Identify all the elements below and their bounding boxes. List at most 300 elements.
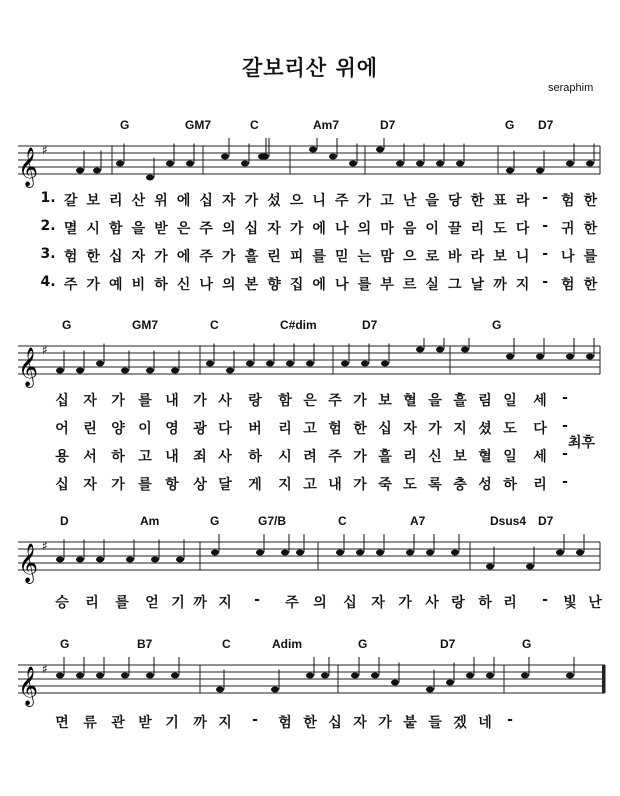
lyric-syllable: 험 — [561, 193, 575, 209]
lyric-line-2 — [0, 218, 620, 240]
lyric-syllable: 리 — [533, 477, 547, 493]
chord-symbol: A7 — [410, 514, 426, 528]
note-head — [76, 673, 84, 679]
chord-symbol: D7 — [362, 318, 378, 332]
lyric-syllable: 달 — [218, 477, 232, 493]
lyric-syllable: 의 — [313, 595, 327, 611]
lyric-syllable: 흘 — [244, 249, 259, 265]
lyric-syllable: 자 — [83, 393, 97, 409]
lyric-syllable: 시 — [278, 449, 292, 465]
note-head — [306, 673, 314, 679]
chord-symbol: G — [120, 118, 130, 132]
lyric-syllable: 충 — [453, 477, 467, 493]
note-head — [96, 673, 104, 679]
note-head — [256, 550, 264, 556]
lyric-syllable: 고 — [303, 421, 317, 437]
lyric-syllable: 지 — [218, 715, 232, 731]
note-head — [486, 564, 494, 570]
note-head — [336, 550, 344, 556]
lyric-syllable: 실 — [425, 277, 439, 293]
key-signature-sharp-icon: ♯ — [42, 539, 48, 553]
lyric-syllable: 광 — [193, 421, 207, 437]
lyric-syllable: 을 — [425, 193, 439, 209]
lyric-syllable: 림 — [478, 393, 492, 409]
lyric-line-3 — [0, 446, 620, 468]
lyric-syllable: 버 — [248, 421, 262, 437]
chord-symbol: B7 — [137, 637, 153, 651]
lyric-syllable: 지 — [218, 595, 232, 611]
note-head — [56, 673, 64, 679]
chord-symbol: D7 — [380, 118, 396, 132]
note-head — [416, 161, 424, 167]
lyric-syllable: 붙 — [403, 715, 417, 731]
note-head — [341, 361, 349, 367]
lyric-syllable: 십 — [244, 221, 259, 237]
note-head — [436, 161, 444, 167]
note-head — [76, 557, 84, 563]
lyric-syllable: 린 — [267, 249, 281, 265]
lyric-syllable: 자 — [353, 715, 367, 731]
lyric-syllable: 십 — [328, 715, 342, 731]
chord-symbol: G — [505, 118, 515, 132]
lyric-syllable: 자 — [131, 249, 146, 265]
lyric-syllable: 류 — [83, 715, 97, 731]
note-head — [246, 361, 254, 367]
note-head — [406, 550, 414, 556]
lyric-syllable: 십 — [55, 393, 69, 409]
lyric-syllable: 한 — [86, 249, 100, 265]
chord-symbol: GM7 — [132, 318, 159, 332]
note-head — [396, 161, 404, 167]
lyric-syllable: 위 — [154, 193, 168, 209]
chord-symbol: G — [492, 318, 502, 332]
key-signature-sharp-icon: ♯ — [42, 343, 48, 357]
lyric-syllable: 주 — [335, 193, 349, 209]
lyric-syllable: - — [562, 446, 568, 462]
lyric-syllable: 십 — [378, 421, 392, 437]
chord-symbol: C — [210, 318, 219, 332]
lyric-syllable: 가 — [378, 715, 392, 731]
note-head — [56, 557, 64, 563]
lyric-syllable: 갈 — [63, 193, 78, 209]
lyric-syllable: 도 — [403, 477, 417, 493]
lyric-syllable: 십 — [199, 193, 213, 209]
note-head — [93, 168, 101, 174]
chord-symbol: G — [210, 514, 220, 528]
note-head — [121, 368, 129, 374]
lyric-syllable: 죽 — [378, 477, 392, 493]
note-head — [151, 557, 159, 563]
lyric-syllable: 니 — [312, 193, 326, 209]
lyric-syllable: 한 — [583, 221, 598, 237]
note-head — [96, 361, 104, 367]
lyric-syllable: 바 — [448, 249, 462, 265]
lyric-syllable: 난 — [402, 193, 417, 209]
note-head — [536, 168, 544, 174]
lyric-syllable: 산 — [131, 193, 146, 209]
note-head — [586, 354, 594, 360]
lyric-syllable: 내 — [328, 477, 342, 493]
chord-symbol: C — [338, 514, 347, 528]
note-head — [526, 564, 534, 570]
lyric-syllable: 4. — [40, 274, 56, 290]
lyric-syllable: 고 — [303, 477, 317, 493]
lyric-syllable: 주 — [328, 449, 342, 465]
lyric-syllable: - — [252, 712, 258, 728]
chord-symbol: G — [60, 637, 70, 651]
note-head — [126, 557, 134, 563]
note-head — [306, 361, 314, 367]
lyric-syllable: 보 — [378, 393, 392, 409]
lyric-syllable: 이 — [138, 421, 152, 437]
note-head — [361, 361, 369, 367]
lyric-syllable: 라 — [470, 249, 485, 265]
note-head — [356, 550, 364, 556]
lyric-syllable: 나 — [561, 249, 575, 265]
lyric-syllable: 하 — [248, 449, 262, 465]
note-head — [166, 161, 174, 167]
music-staff — [0, 534, 620, 584]
lyric-syllable: 려 — [303, 449, 317, 465]
lyric-syllable: 하 — [503, 477, 517, 493]
lyric-syllable: 까 — [193, 715, 207, 731]
note-head — [381, 361, 389, 367]
lyric-syllable: - — [562, 390, 568, 406]
lyric-syllable: 에 — [176, 249, 191, 265]
lyric-syllable: 가 — [111, 477, 125, 493]
lyric-syllable: 받 — [154, 221, 168, 237]
lyric-syllable: 지 — [515, 277, 530, 293]
song-title: 갈보리산 위에 — [241, 56, 379, 80]
lyric-syllable: 나 — [335, 277, 349, 293]
side-lyric-label: 최후 — [568, 435, 596, 451]
note-head — [281, 550, 289, 556]
note-head — [286, 361, 294, 367]
lyric-syllable: 들 — [428, 715, 442, 731]
note-head — [171, 368, 179, 374]
lyric-syllable: 믿 — [335, 249, 349, 265]
note-head — [309, 147, 317, 153]
chord-symbol: C — [250, 118, 259, 132]
lyric-syllable: 하 — [154, 277, 168, 293]
lyric-syllable: 한 — [583, 277, 598, 293]
lyric-syllable: 날 — [470, 277, 485, 293]
lyric-syllable: 겠 — [453, 715, 467, 731]
lyric-syllable: 관 — [111, 715, 125, 731]
lyric-syllable: 의 — [222, 277, 236, 293]
chord-symbol: Dsus4 — [490, 514, 527, 528]
note-head — [506, 354, 514, 360]
lyric-syllable: 하 — [111, 449, 125, 465]
lyric-syllable: - — [542, 246, 549, 262]
lyric-syllable: 예 — [109, 277, 123, 293]
lyric-syllable: 험 — [278, 715, 292, 731]
lyric-syllable: 세 — [533, 393, 547, 409]
lyric-syllable: 맘 — [380, 249, 394, 265]
lyric-syllable: 네 — [478, 715, 492, 731]
lyric-syllable: 1. — [40, 190, 56, 206]
note-head — [296, 550, 304, 556]
lyric-line-1 — [0, 190, 620, 212]
note-head — [121, 673, 129, 679]
lyric-syllable: 주 — [328, 393, 342, 409]
lyric-syllable: 사 — [218, 393, 232, 409]
note-head — [96, 557, 104, 563]
chord-symbol: C#dim — [280, 318, 317, 332]
note-head — [566, 354, 574, 360]
chord-symbol: D7 — [440, 637, 456, 651]
lyric-syllable: - — [542, 190, 549, 206]
lyric-syllable: 가 — [353, 393, 367, 409]
note-head — [146, 673, 154, 679]
composer-name: seraphim — [548, 82, 594, 94]
lyric-syllable: 빛 — [563, 595, 577, 611]
lyric-syllable: 가 — [428, 421, 442, 437]
lyric-syllable: 까 — [493, 277, 507, 293]
note-head — [146, 175, 154, 181]
note-head — [576, 550, 584, 556]
lyric-syllable: 까 — [193, 595, 207, 611]
lyric-syllable: 주 — [63, 277, 78, 293]
lyric-syllable: 가 — [353, 449, 367, 465]
lyric-syllable: 부 — [380, 277, 394, 293]
lyric-syllable: 으 — [289, 193, 304, 209]
lyric-syllable: 한 — [470, 193, 485, 209]
chord-symbol: G — [522, 637, 532, 651]
lyric-syllable: 서 — [83, 449, 97, 465]
treble-clef-icon: 𝄞 — [18, 543, 39, 583]
lyric-syllable: 셨 — [478, 421, 492, 437]
lyric-syllable: 영 — [165, 421, 179, 437]
note-head — [486, 673, 494, 679]
treble-clef-icon: 𝄞 — [18, 147, 39, 187]
note-head — [456, 161, 464, 167]
lyric-syllable: 다 — [515, 221, 530, 237]
lyric-syllable: 사 — [425, 595, 439, 611]
lyric-syllable: 기 — [171, 595, 185, 611]
lyric-syllable: 리 — [278, 421, 292, 437]
lyric-syllable: 십 — [343, 595, 357, 611]
lyric-syllable: 에 — [312, 221, 326, 237]
lyric-syllable: 를 — [312, 249, 326, 265]
note-head — [436, 347, 444, 353]
lyric-syllable: 를 — [138, 393, 152, 409]
lyric-syllable: 은 — [176, 221, 191, 237]
note-head — [241, 161, 249, 167]
lyric-syllable: 을 — [131, 221, 146, 237]
note-head — [461, 347, 469, 353]
music-staff — [0, 657, 620, 707]
note-head — [536, 354, 544, 360]
lyric-syllable: 에 — [312, 277, 326, 293]
lyric-syllable: 를 — [583, 249, 598, 265]
note-head — [566, 673, 574, 679]
lyric-syllable: 리 — [503, 595, 517, 611]
lyric-syllable: 다 — [533, 421, 547, 437]
note-head — [176, 557, 184, 563]
lyric-syllable: 은 — [303, 393, 317, 409]
lyric-syllable: 보 — [453, 449, 467, 465]
lyric-syllable: - — [562, 474, 568, 490]
note-head — [221, 154, 229, 160]
lyric-syllable: 얻 — [145, 595, 159, 611]
note-head — [446, 680, 454, 686]
note-head — [56, 368, 64, 374]
lyric-syllable: 성 — [478, 477, 492, 493]
lyric-syllable: 본 — [244, 277, 259, 293]
lyric-line-3 — [0, 246, 620, 268]
note-head — [186, 161, 194, 167]
chord-symbol: G7/B — [258, 514, 287, 528]
note-head — [426, 550, 434, 556]
note-head — [556, 550, 564, 556]
lyric-syllable: 가 — [193, 393, 207, 409]
lyric-syllable: 주 — [199, 249, 213, 265]
lyric-syllable: 가 — [86, 277, 100, 293]
lyric-syllable: 험 — [63, 249, 78, 265]
lyric-syllable: 나 — [199, 277, 213, 293]
note-head — [466, 673, 474, 679]
note-head — [376, 147, 384, 153]
lyric-syllable: 양 — [111, 421, 125, 437]
note-head — [426, 687, 434, 693]
lyric-syllable: 혈 — [403, 393, 417, 409]
lyric-syllable: 멸 — [63, 221, 78, 237]
note-head — [521, 673, 529, 679]
lyric-syllable: 험 — [328, 421, 342, 437]
note-head — [226, 368, 234, 374]
final-bar-line — [602, 665, 605, 693]
lyric-syllable: 에 — [176, 193, 191, 209]
lyric-syllable: 리 — [85, 595, 99, 611]
lyric-syllable: 를 — [115, 595, 129, 611]
lyric-syllable: 그 — [448, 277, 462, 293]
lyric-syllable: 리 — [109, 193, 123, 209]
lyric-syllable: 주 — [285, 595, 299, 611]
note-head — [391, 680, 399, 686]
lyric-syllable: - — [562, 418, 568, 434]
lyric-syllable: 리 — [403, 449, 417, 465]
note-head — [211, 550, 219, 556]
lyric-syllable: 랑 — [248, 393, 262, 409]
lyric-syllable: 시 — [86, 221, 100, 237]
lyric-syllable: 항 — [165, 477, 179, 493]
lyric-syllable: 자 — [403, 421, 417, 437]
chord-symbol: D — [60, 514, 69, 528]
treble-clef-icon: 𝄞 — [18, 347, 39, 387]
lyric-syllable: 가 — [357, 193, 372, 209]
lyric-syllable: 승 — [55, 595, 69, 611]
lyric-syllable: 어 — [55, 421, 69, 437]
lyric-line-4 — [0, 274, 620, 296]
lyric-syllable: 보 — [493, 249, 507, 265]
note-head — [171, 673, 179, 679]
lyric-syllable: 록 — [428, 477, 442, 493]
lyric-syllable: - — [542, 274, 549, 290]
lyric-syllable: 십 — [109, 249, 123, 265]
chord-symbol: C — [222, 637, 231, 651]
chord-symbol: D7 — [538, 514, 554, 528]
lyric-syllable: 한 — [353, 421, 367, 437]
note-head — [321, 673, 329, 679]
lyric-syllable: 자 — [222, 193, 236, 209]
lyric-syllable: 는 — [357, 249, 372, 265]
lyric-syllable: 섰 — [267, 193, 281, 209]
note-head — [76, 168, 84, 174]
lyric-syllable: 음 — [402, 221, 417, 237]
chord-symbol: GM7 — [185, 118, 212, 132]
lyric-syllable: 랑 — [451, 595, 465, 611]
note-head — [271, 687, 279, 693]
lyric-syllable: 로 — [425, 249, 439, 265]
lyric-syllable: 고 — [138, 449, 152, 465]
lyric-syllable: 도 — [493, 221, 507, 237]
lyric-syllable: 혈 — [478, 449, 492, 465]
lyric-syllable: 표 — [493, 193, 507, 209]
lyric-syllable: 을 — [428, 393, 442, 409]
lyric-line-4 — [0, 474, 620, 496]
chord-symbol: G — [358, 637, 368, 651]
chord-symbol: Am7 — [313, 118, 340, 132]
lyric-syllable: 린 — [83, 421, 97, 437]
lyric-line-2 — [0, 418, 620, 440]
note-head — [586, 161, 594, 167]
lyric-syllable: 마 — [380, 221, 394, 237]
lyric-syllable: 상 — [193, 477, 207, 493]
note-head — [506, 168, 514, 174]
lyric-syllable: 를 — [138, 477, 152, 493]
lyric-syllable: 르 — [402, 277, 417, 293]
lyric-syllable: 향 — [267, 277, 281, 293]
lyric-syllable: 하 — [478, 595, 492, 611]
chord-symbol: G — [62, 318, 72, 332]
chord-symbol: Am — [140, 514, 160, 528]
lyric-syllable: 가 — [289, 221, 304, 237]
lyric-syllable: 가 — [222, 249, 236, 265]
lyric-syllable: 도 — [503, 421, 517, 437]
lyric-syllable: 나 — [335, 221, 349, 237]
note-head — [266, 361, 274, 367]
note-head — [216, 687, 224, 693]
lyric-syllable: 자 — [371, 595, 385, 611]
lyric-syllable: 사 — [218, 449, 232, 465]
lyric-syllable: 일 — [503, 449, 517, 465]
lyric-syllable: 집 — [289, 277, 304, 293]
lyric-syllable: 의 — [357, 221, 372, 237]
lyric-syllable: 가 — [398, 595, 412, 611]
lyric-syllable: 죄 — [193, 449, 207, 465]
treble-clef-icon: 𝄞 — [18, 666, 39, 706]
chord-symbol: Adim — [272, 637, 302, 651]
note-head — [451, 550, 459, 556]
music-staff — [0, 138, 620, 188]
lyric-syllable: 흘 — [378, 449, 392, 465]
lyric-syllable: 고 — [380, 193, 394, 209]
note-head — [258, 154, 266, 160]
lyric-syllable: - — [542, 592, 548, 608]
lyric-syllable: 가 — [154, 249, 168, 265]
lyric-syllable: 내 — [165, 449, 179, 465]
lyric-syllable: 함 — [109, 221, 123, 237]
lyric-syllable: 함 — [278, 393, 292, 409]
lyric-syllable: 주 — [199, 221, 213, 237]
lyric-line-1 — [0, 712, 620, 734]
lyric-syllable: 게 — [248, 477, 262, 493]
lyric-syllable: 한 — [303, 715, 317, 731]
lyric-syllable: 니 — [515, 249, 530, 265]
lyric-syllable: 비 — [131, 277, 146, 293]
lyric-syllable: 가 — [244, 193, 259, 209]
